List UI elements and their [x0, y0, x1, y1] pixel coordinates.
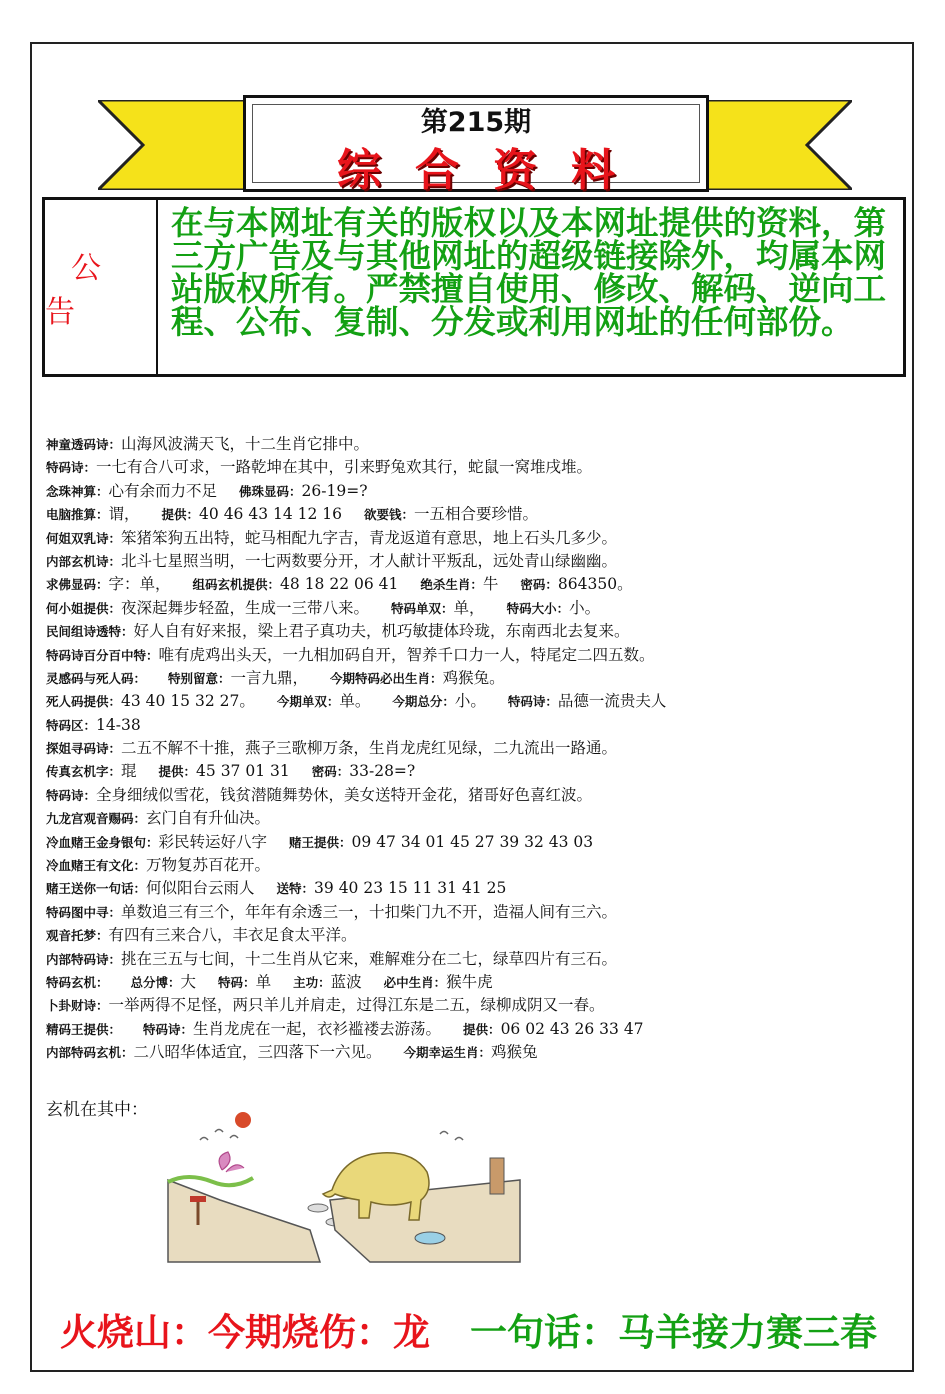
clue-value: 26-19=?: [301, 481, 368, 500]
clue-key: 特码：: [218, 974, 256, 990]
clue-key: 组码玄机提供：: [192, 577, 281, 593]
clue-key: 绝杀生肖：: [420, 577, 483, 593]
clue-list: [46, 433, 886, 1065]
clue-value: 谓，: [108, 505, 140, 524]
clue-row: [46, 784, 886, 807]
clue-row: [46, 714, 886, 737]
clue-key: 特码玄机：: [46, 974, 109, 990]
clue-key: 主功：: [293, 974, 331, 990]
clue-value: 何似阳台云雨人: [146, 879, 255, 898]
clue-key: 今期特码必出生肖：: [330, 670, 443, 686]
clue-row: [46, 503, 886, 526]
clue-row: [46, 924, 886, 947]
clue-key: 特码诗：: [143, 1021, 194, 1037]
clue-key: 送特：: [276, 881, 315, 897]
clue-value: 一言九鼎，: [230, 668, 309, 687]
clue-value: 小。: [454, 692, 486, 711]
clue-key: 内部特码玄机：: [46, 1045, 134, 1061]
clue-key: 内部玄机诗：: [46, 553, 122, 569]
clue-key: 今期总分：: [392, 694, 455, 710]
clue-key: 密码：: [311, 764, 350, 780]
clue-row: [46, 690, 886, 713]
clue-value: 40 46 43 14 12 16: [199, 505, 343, 524]
clue-value: 48 18 22 06 41: [280, 575, 399, 594]
clue-value: 09 47 34 01 45 27 39 32 43 03: [351, 832, 594, 851]
clue-value: 笨猪笨狗五出特，蛇马相配九字吉，青龙返道有意思，地上石头几多少。: [121, 528, 618, 547]
clue-key: 探姐寻码诗：: [46, 741, 122, 757]
clue-key: 传真玄机字：: [46, 764, 122, 780]
clue-value: 33-28=?: [349, 762, 416, 781]
clue-value: 大: [180, 972, 197, 991]
clue-value: 鸡猴兔。: [442, 668, 505, 687]
clue-value: 全身细绒似雪花，钱贫潜随舞势休，美女送特开金花，猪哥好色喜红波。: [96, 785, 593, 804]
clue-value: 品德一流贵夫人: [557, 692, 667, 711]
bottom-right-text: 一句话：马羊接力赛三春: [470, 1310, 877, 1354]
clue-value: 鸡猴兔: [491, 1043, 538, 1062]
clue-key: 提供：: [161, 507, 200, 523]
clue-value: 单数追三有三个，年年有余透三一，十扣柴门九不开，造福人间有三六。: [121, 902, 618, 921]
clue-value: 彩民转运好八字: [158, 832, 268, 851]
clue-row: [46, 644, 886, 667]
clue-key: 特码图中寻：: [46, 904, 122, 920]
clue-row: [46, 456, 886, 479]
clue-value: 字：单，: [108, 575, 171, 594]
clue-value: 864350。: [557, 575, 633, 594]
bottom-left-text: 火烧山：今期烧伤：龙: [60, 1310, 430, 1354]
clue-row: [46, 807, 886, 830]
clue-key: 电脑推算：: [46, 507, 109, 523]
clue-value: 北斗七星照当明，一七两数要分开，才人献计平叛乱，远处青山绿幽幽。: [121, 551, 618, 570]
clue-value: 万物复苏百花开。: [146, 856, 271, 875]
clue-key: 必中生肖：: [383, 974, 447, 990]
clue-value: 小。: [569, 598, 601, 617]
clue-row: [46, 1041, 886, 1064]
clue-value: 心有余而力不足: [108, 481, 218, 500]
clue-key: 特码大小：: [506, 600, 570, 616]
clue-key: 今期幸运生肖：: [403, 1045, 492, 1061]
bear-illustration: [160, 1110, 530, 1270]
clue-row: [46, 1018, 886, 1041]
clue-row: [46, 971, 886, 994]
clue-key: 特码诗：: [507, 694, 558, 710]
clue-value: 蓝波: [330, 972, 362, 991]
clue-key: 九龙宫观音赐码：: [46, 811, 147, 827]
clue-row: [46, 667, 886, 690]
clue-value: 好人自有好来报，梁上君子真功夫，机巧敏捷体玲珑，东南西北去复来。: [133, 622, 630, 641]
clue-key: 特码诗百分百中特：: [46, 647, 159, 663]
clue-row: [46, 433, 886, 456]
clue-key: 神童透码诗：: [46, 437, 122, 452]
clue-row: [46, 527, 886, 550]
clue-key: 何姐双乳诗：: [46, 530, 122, 546]
issue-number: 第215期: [420, 107, 532, 138]
clue-value: 猴牛虎: [446, 972, 493, 991]
clue-key: 精码王提供：: [46, 1021, 122, 1037]
headline: 综合资料: [337, 145, 649, 196]
left-ribbon-decoration: [98, 100, 248, 190]
clue-key: 观音托梦：: [46, 928, 109, 944]
clue-value: 生肖龙虎在一起，衣衫褴褛去游荡。: [193, 1019, 442, 1038]
clue-row: [46, 948, 886, 971]
clue-row: [46, 597, 886, 620]
clue-key: 特别留意：: [168, 670, 231, 686]
clue-value: 二八昭华体适宜，三四落下一六见。: [133, 1043, 382, 1062]
bottom-banner: [60, 1302, 877, 1356]
right-ribbon-decoration: [702, 100, 852, 190]
clue-key: 特码单双：: [391, 600, 454, 616]
title-box: [243, 95, 709, 196]
clue-value: 14-38: [96, 715, 141, 734]
clue-value: 一七有合八可求，一路乾坤在其中，引来野兔欢其行，蛇鼠一窝堆戌堆。: [96, 458, 593, 477]
notice-label: 公告: [45, 200, 158, 374]
clue-row: [46, 480, 886, 503]
clue-value: 二五不解不十推，燕子三歌柳万条，生肖龙虎红见绿，二九流出一路通。: [121, 739, 618, 758]
clue-value: 夜深起舞步轻盈，生成一三带八来。: [121, 598, 370, 617]
clue-key: 冷血赌王金身银句：: [46, 834, 159, 850]
clue-key: 今期单双：: [276, 694, 340, 710]
clue-value: 一五相合要珍惜。: [414, 505, 539, 524]
notice-box: [42, 197, 906, 377]
clue-key: 提供：: [463, 1021, 501, 1037]
clue-value: 山海风波满天飞，十二生肖它排中。: [121, 435, 370, 453]
clue-key: 冷血赌王有文化：: [46, 858, 147, 874]
clue-value: 牛: [482, 575, 499, 594]
clue-key: 欲要钱：: [364, 507, 415, 523]
clue-value: 单。: [339, 692, 371, 711]
clue-value: 挑在三五与七间，十二生肖从它来，难解难分在二七，绿草四片有三石。: [121, 949, 618, 968]
clue-value: 45 37 01 31: [196, 762, 290, 781]
clue-value: 单，: [453, 598, 485, 617]
clue-row: [46, 760, 886, 783]
clue-key: 死人码提供：: [46, 694, 122, 710]
clue-key: 密码：: [520, 577, 558, 593]
clue-key: 念珠神算：: [46, 483, 109, 499]
clue-key: 卜卦财诗：: [46, 998, 109, 1014]
clue-key: 求佛显码：: [46, 577, 109, 593]
notice-text: 在与本网址有关的版权以及本网址提供的资料，第三方广告及与其他网址的超级链接除外，均属本网站版权所有。严禁擅自使用、修改、解码、逆向工程、公布、复制、分发或利用网址的任何部份。: [171, 203, 887, 341]
clue-value: 06 02 43 26 33 47: [500, 1019, 644, 1038]
clue-row: [46, 994, 886, 1017]
clue-value: 唯有虎鸡出头天，一九相加码自开，智养千口力一人，特尾定二四五数。: [158, 645, 655, 664]
clue-value: 玄门自有升仙决。: [146, 809, 271, 828]
clue-value: 43 40 15 32 27。: [121, 692, 255, 711]
clue-value: 单: [255, 972, 272, 991]
clue-key: 佛珠显码：: [239, 483, 302, 499]
clue-key: 民间组诗透特：: [46, 624, 134, 640]
clue-key: 特码诗：: [46, 787, 97, 803]
clue-key: 赌王提供：: [289, 834, 352, 850]
clue-row: [46, 901, 886, 924]
clue-row: [46, 877, 886, 900]
clue-row: [46, 854, 886, 877]
clue-row: [46, 573, 886, 596]
xuanji-label: 玄机在其中：: [46, 1100, 148, 1120]
clue-row: [46, 737, 886, 760]
clue-key: 内部特码诗：: [46, 951, 122, 967]
clue-key: 赌王送你一句话：: [46, 881, 147, 897]
clue-row: [46, 550, 886, 573]
clue-row: [46, 620, 886, 643]
clue-value: 有四有三来合八，丰衣足食太平洋。: [108, 926, 357, 945]
clue-key: 灵感码与死人码：: [46, 670, 147, 686]
clue-key: 特码区：: [46, 717, 97, 733]
clue-value: 琨: [121, 762, 137, 781]
clue-key: 总分博：: [130, 974, 181, 990]
clue-row: [46, 831, 886, 854]
clue-value: 39 40 23 15 11 31 41 25: [314, 879, 507, 898]
clue-value: 一举两得不足怪，两只羊儿并肩走，过得江东是二五，绿柳成阴又一春。: [108, 996, 605, 1015]
clue-key: 特码诗：: [46, 460, 97, 476]
clue-key: 提供：: [158, 764, 197, 780]
clue-key: 何小姐提供：: [46, 600, 122, 616]
